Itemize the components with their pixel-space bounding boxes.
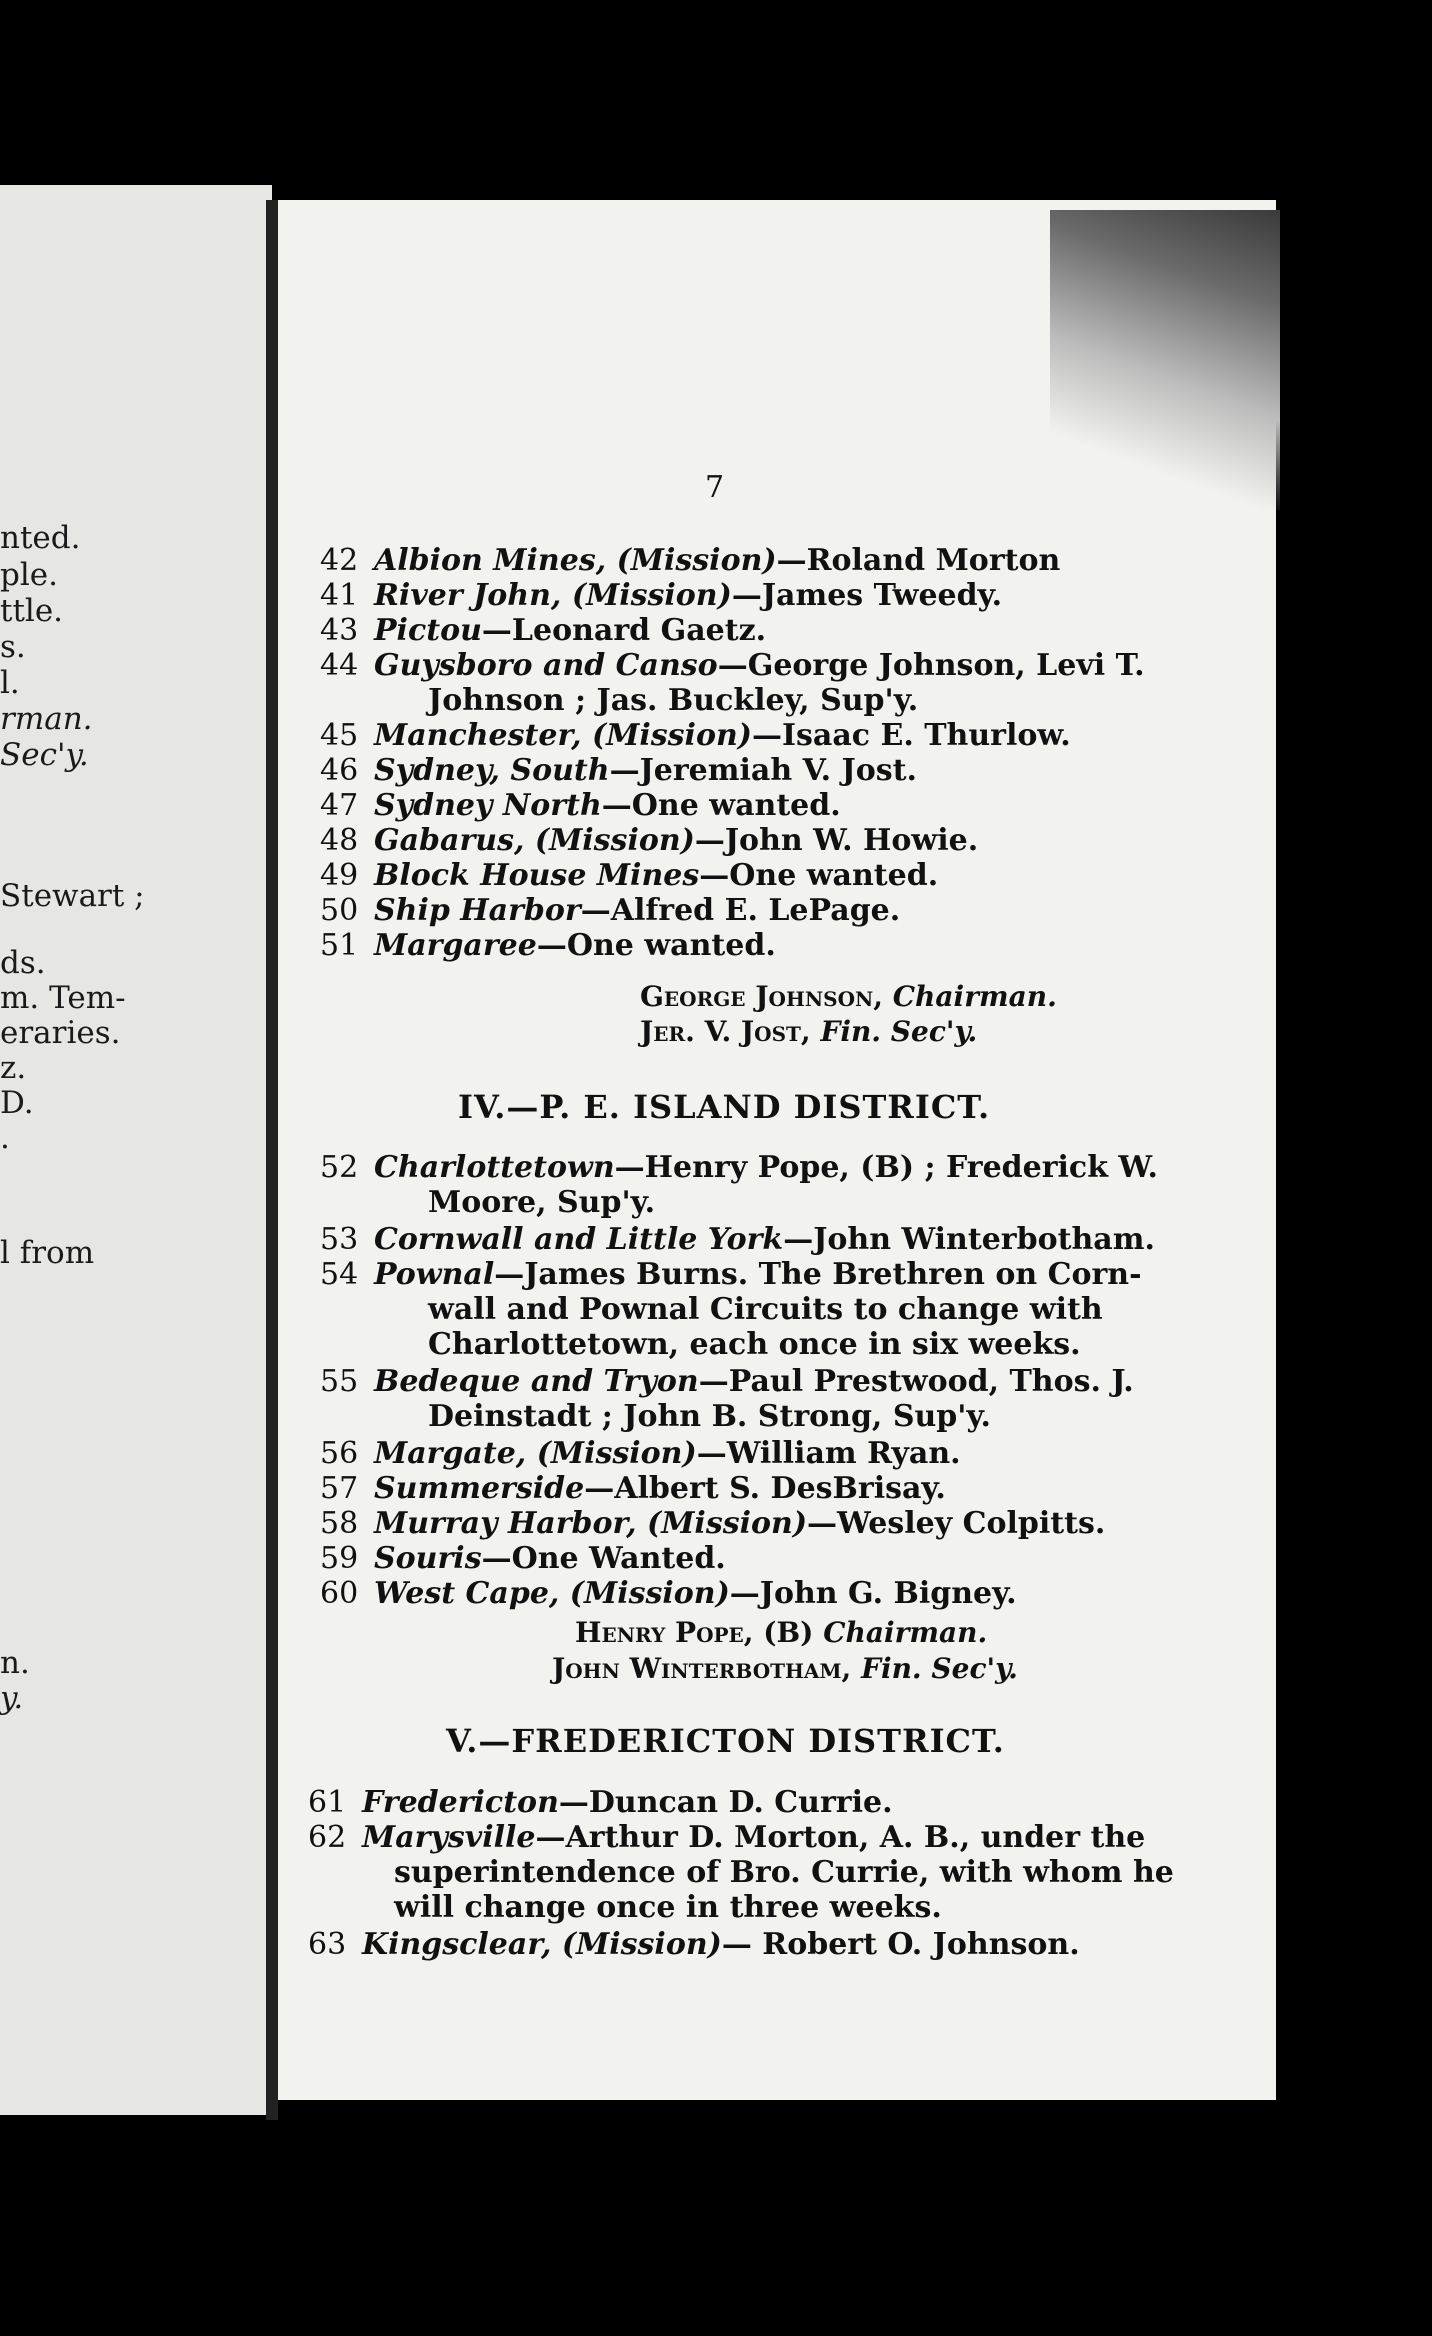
- entry-number: 59: [320, 1541, 359, 1576]
- entry-number: 43: [320, 613, 359, 648]
- entry-line: [320, 1506, 1105, 1541]
- entry-number: 61: [308, 1785, 347, 1820]
- entry-rest: —Alfred E. LePage.: [580, 893, 901, 928]
- chairman-signature: George Johnson, Chairman.: [640, 980, 1057, 1013]
- left-fragment: ds.: [0, 945, 46, 981]
- entry-continuation: Charlottetown, each once in six weeks.: [428, 1327, 1081, 1362]
- entry-continuation: superintendence of Bro. Currie, with whom he: [394, 1855, 1174, 1890]
- secretary-signature: John Winterbotham, Fin. Sec'y.: [552, 1652, 1018, 1685]
- entry-rest: —One Wanted.: [481, 1541, 726, 1576]
- entry-number: 52: [320, 1150, 359, 1185]
- entry-number: 50: [320, 893, 359, 928]
- entry-number: 46: [320, 753, 359, 788]
- entry-number: 57: [320, 1471, 359, 1506]
- entry-number: 51: [320, 928, 359, 963]
- entry-rest: —Paul Prestwood, Thos. J.: [698, 1364, 1134, 1399]
- entry-number: 55: [320, 1364, 359, 1399]
- entry-number: 47: [320, 788, 359, 823]
- entry-continuation: Johnson ; Jas. Buckley, Sup'y.: [428, 683, 919, 718]
- left-fragment: l.: [0, 665, 20, 701]
- book-gutter: [266, 200, 278, 2120]
- entry-line: [320, 1364, 1134, 1399]
- entry-number: 49: [320, 858, 359, 893]
- entry-place: Sydney North: [374, 788, 602, 823]
- entry-place: Charlottetown: [374, 1150, 615, 1185]
- left-fragment: eraries.: [0, 1015, 121, 1051]
- entry-line: [320, 648, 1145, 683]
- entry-rest: —Albert S. DesBrisay.: [584, 1471, 946, 1506]
- entry-place: Gabarus, (Mission): [374, 823, 695, 858]
- left-page: [0, 185, 272, 2115]
- entry-line: [320, 753, 917, 788]
- entry-continuation: Deinstadt ; John B. Strong, Sup'y.: [428, 1399, 991, 1434]
- entry-number: 53: [320, 1222, 359, 1257]
- entry-place: Souris: [374, 1541, 482, 1576]
- entry-continuation: wall and Pownal Circuits to change with: [428, 1292, 1103, 1327]
- entry-rest: —John G. Bigney.: [729, 1576, 1017, 1611]
- entry-number: 42: [320, 543, 359, 578]
- left-fragment: Stewart ;: [0, 878, 145, 914]
- entry-number: 48: [320, 823, 359, 858]
- entry-place: Block House Mines: [374, 858, 700, 893]
- entry-rest: —Arthur D. Morton, A. B., under the: [535, 1820, 1146, 1855]
- entry-rest: — Robert O. Johnson.: [721, 1927, 1080, 1962]
- entry-line: [308, 1927, 1080, 1962]
- entry-number: 54: [320, 1257, 359, 1292]
- entry-place: Kingsclear, (Mission): [362, 1927, 722, 1962]
- entry-rest: —John Winterbotham.: [783, 1222, 1155, 1257]
- entry-rest: —Duncan D. Currie.: [558, 1785, 893, 1820]
- entry-rest: —One wanted.: [601, 788, 841, 823]
- entry-rest: —John W. Howie.: [694, 823, 979, 858]
- district-heading: IV.—P. E. ISLAND DISTRICT.: [458, 1088, 991, 1126]
- entry-line: [308, 1785, 893, 1820]
- entry-number: 44: [320, 648, 359, 683]
- entry-line: [320, 1150, 1158, 1185]
- entry-place: Pownal: [374, 1257, 495, 1292]
- left-fragment: Sec'y.: [0, 737, 89, 773]
- district-heading: V.—FREDERICTON DISTRICT.: [446, 1722, 1005, 1760]
- entry-line: [320, 1471, 946, 1506]
- entry-rest: —James Burns. The Brethren on Corn-: [494, 1257, 1142, 1292]
- left-fragment: rman.: [0, 701, 93, 737]
- entry-place: Manchester, (Mission): [374, 718, 752, 753]
- entry-place: Summerside: [374, 1471, 585, 1506]
- entry-line: [320, 543, 1060, 578]
- entry-number: 58: [320, 1506, 359, 1541]
- entry-rest: —James Tweedy.: [731, 578, 1003, 613]
- entry-line: [308, 1820, 1145, 1855]
- entry-place: Ship Harbor: [374, 893, 581, 928]
- entry-place: Marysville: [362, 1820, 536, 1855]
- entry-place: Pictou: [374, 613, 482, 648]
- entry-number: 63: [308, 1927, 347, 1962]
- entry-rest: —Isaac E. Thurlow.: [751, 718, 1071, 753]
- entry-number: 41: [320, 578, 359, 613]
- entry-place: Albion Mines, (Mission): [374, 543, 777, 578]
- left-fragment: .: [0, 1120, 10, 1156]
- entry-rest: —Wesley Colpitts.: [807, 1506, 1106, 1541]
- entry-line: [320, 1576, 1017, 1611]
- entry-number: 45: [320, 718, 359, 753]
- entry-rest: —William Ryan.: [696, 1436, 961, 1471]
- left-fragment: l from: [0, 1235, 95, 1271]
- entry-rest: —Roland Morton: [776, 543, 1061, 578]
- left-fragment: y.: [0, 1680, 24, 1716]
- entry-line: [320, 578, 1002, 613]
- entry-continuation: will change once in three weeks.: [394, 1890, 942, 1925]
- left-fragment: D.: [0, 1085, 34, 1121]
- entry-rest: —One wanted.: [699, 858, 939, 893]
- entry-rest: —Jeremiah V. Jost.: [609, 753, 917, 788]
- entry-line: [320, 893, 900, 928]
- entry-continuation: Moore, Sup'y.: [428, 1185, 656, 1220]
- entry-place: Sydney, South: [374, 753, 610, 788]
- left-fragment: nted.: [0, 520, 81, 556]
- page-number: 7: [705, 470, 725, 505]
- entry-number: 60: [320, 1576, 359, 1611]
- entry-line: [320, 1541, 726, 1576]
- entry-line: [320, 823, 978, 858]
- left-fragment: m. Tem-: [0, 980, 126, 1016]
- left-fragment: ttle.: [0, 593, 64, 629]
- entry-line: [320, 1222, 1155, 1257]
- entry-line: [320, 928, 776, 963]
- left-fragment: n.: [0, 1645, 30, 1681]
- chairman-signature: Henry Pope, (B) Chairman.: [575, 1616, 988, 1649]
- entry-rest: —One wanted.: [536, 928, 776, 963]
- left-fragment: z.: [0, 1050, 27, 1086]
- entry-line: [320, 1436, 961, 1471]
- entry-line: [320, 858, 938, 893]
- entry-place: River John, (Mission): [374, 578, 732, 613]
- entry-place: Margaree: [374, 928, 537, 963]
- entry-place: Margate, (Mission): [374, 1436, 697, 1471]
- entry-place: West Cape, (Mission): [374, 1576, 730, 1611]
- entry-rest: —Henry Pope, (B) ; Frederick W.: [614, 1150, 1158, 1185]
- page-corner-shadow: [1050, 210, 1280, 510]
- entry-line: [320, 613, 766, 648]
- entry-line: [320, 1257, 1142, 1292]
- entry-place: Murray Harbor, (Mission): [374, 1506, 808, 1541]
- left-fragment: ple.: [0, 557, 58, 593]
- entry-place: Cornwall and Little York: [374, 1222, 784, 1257]
- left-fragment: s.: [0, 629, 26, 665]
- entry-number: 56: [320, 1436, 359, 1471]
- entry-rest: —Leonard Gaetz.: [481, 613, 767, 648]
- entry-number: 62: [308, 1820, 347, 1855]
- entry-place: Fredericton: [362, 1785, 559, 1820]
- secretary-signature: Jer. V. Jost, Fin. Sec'y.: [640, 1015, 978, 1048]
- entry-rest: —George Johnson, Levi T.: [717, 648, 1145, 683]
- entry-place: Guysboro and Canso: [374, 648, 718, 683]
- entry-line: [320, 788, 841, 823]
- entry-place: Bedeque and Tryon: [374, 1364, 699, 1399]
- entry-line: [320, 718, 1071, 753]
